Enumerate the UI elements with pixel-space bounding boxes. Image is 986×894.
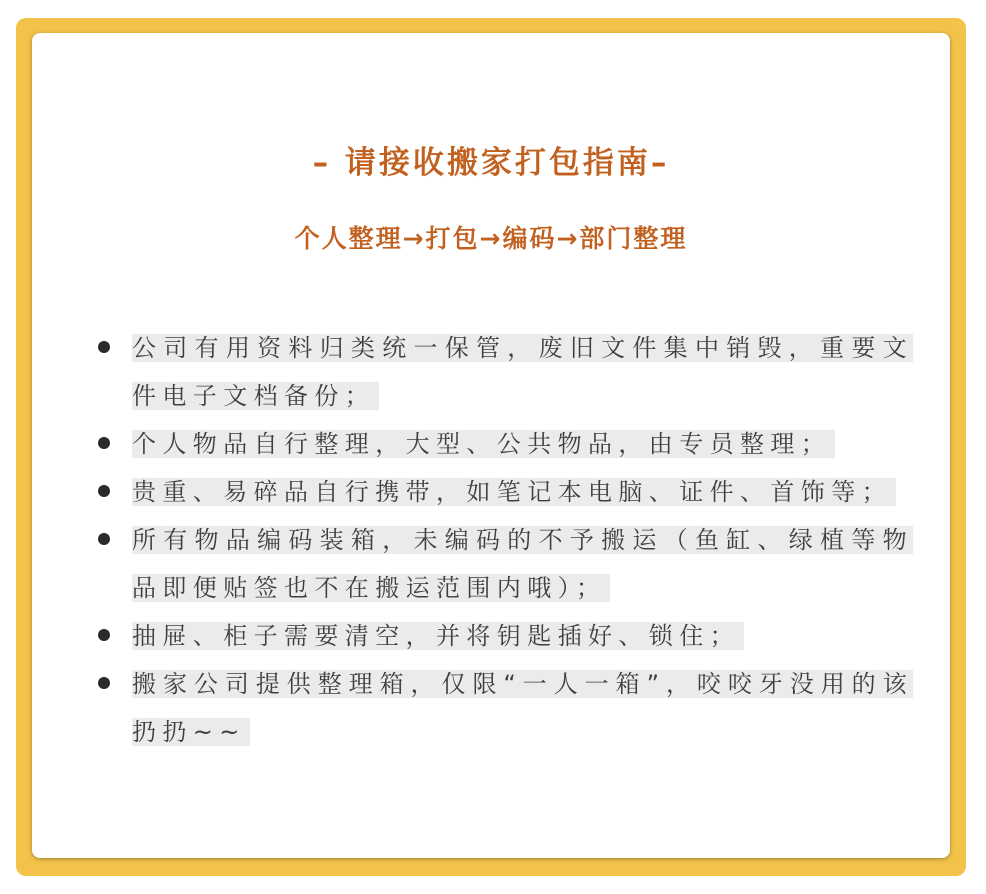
list-item-text: 贵重、易碎品自行携带，如笔记本电脑、证件、首饰等； <box>132 478 896 506</box>
bullet-dot-icon <box>98 533 110 545</box>
guide-list <box>98 324 913 756</box>
bullet-dot-icon <box>98 677 110 689</box>
bullet-dot-icon <box>98 341 110 353</box>
list-item <box>98 612 913 660</box>
list-item-text: 个人物品自行整理，大型、公共物品，由专员整理； <box>132 430 835 458</box>
bullet-dot-icon <box>98 437 110 449</box>
guide-title: – 请接收搬家打包指南– <box>312 145 670 181</box>
list-item <box>98 660 913 756</box>
list-item-text: 公司有用资料归类统一保管，废旧文件集中销毁，重要文件电子文档备份； <box>132 334 913 410</box>
list-item <box>98 324 913 420</box>
list-item <box>98 516 913 612</box>
list-item <box>98 468 913 516</box>
bullet-dot-icon <box>98 629 110 641</box>
list-item-text: 抽屉、柜子需要清空，并将钥匙插好、锁住； <box>132 622 744 650</box>
list-item <box>98 420 913 468</box>
list-item-text: 搬家公司提供整理箱，仅限“一人一箱”，咬咬牙没用的该扔扔~~ <box>132 670 913 746</box>
guide-subtitle: 个人整理→打包→编码→部门整理 <box>294 224 688 253</box>
list-item-text: 所有物品编码装箱，未编码的不予搬运（鱼缸、绿植等物品即便贴签也不在搬运范围内哦）； <box>132 526 913 602</box>
bullet-dot-icon <box>98 485 110 497</box>
